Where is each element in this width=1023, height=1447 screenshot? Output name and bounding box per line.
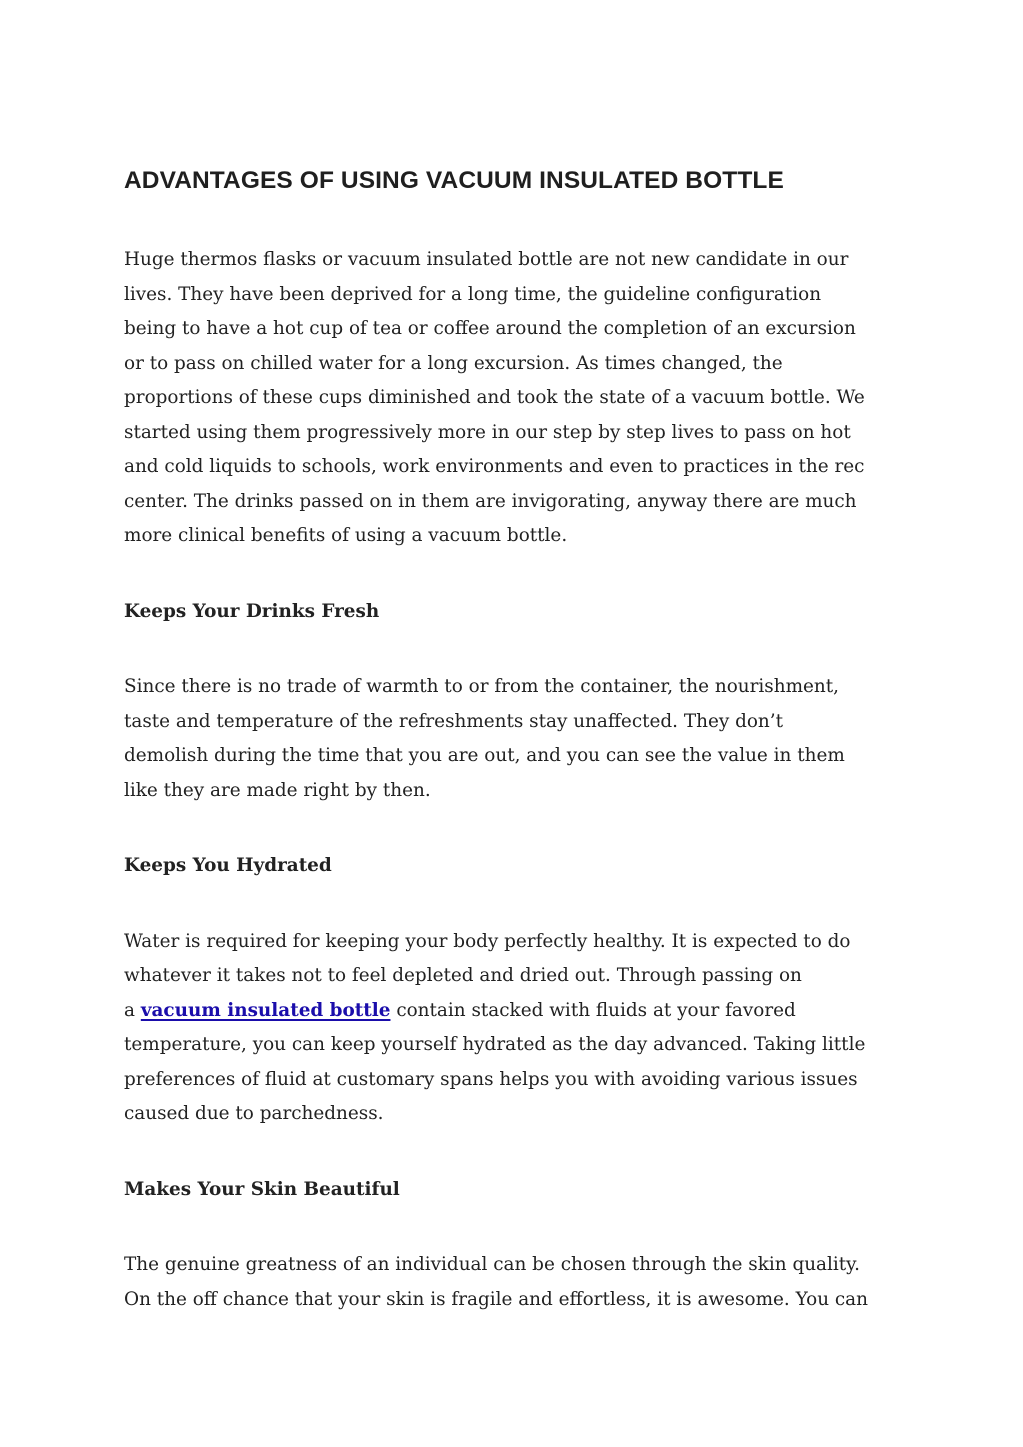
- paragraph-line: like they are made right by then.: [124, 779, 431, 801]
- paragraph-line: On the off chance that your skin is fragile and effortless, it is awesome. You can: [124, 1288, 868, 1310]
- document-title: ADVANTAGES OF USING VACUUM INSULATED BOTTLE: [124, 167, 784, 194]
- vacuum-insulated-bottle-link[interactable]: vacuum insulated bottle: [140, 999, 391, 1021]
- paragraph-line: started using them progressively more in our step by step lives to pass on hot: [124, 421, 851, 443]
- paragraph-line: whatever it takes not to feel depleted and dried out. Through passing on: [124, 965, 802, 986]
- paragraph-line: caused due to parchedness.: [124, 1103, 384, 1124]
- link-suffix: contain stacked with fluids at your favored: [390, 999, 796, 1021]
- paragraph-line: The genuine greatness of an individual can be chosen through the skin quality.: [124, 1254, 860, 1275]
- intro-paragraph: [124, 243, 914, 554]
- link-prefix: a: [124, 999, 141, 1021]
- paragraph-line: Water is required for keeping your body perfectly healthy. It is expected to do: [124, 930, 851, 952]
- paragraph-line: being to have a hot cup of tea or coffee around the completion of an excursion: [124, 318, 856, 339]
- paragraph-line: more clinical benefits of using a vacuum bottle.: [124, 525, 568, 546]
- fresh-paragraph: [124, 670, 914, 808]
- paragraph-line: demolish during the time that you are out, and you can see the value in them: [124, 745, 845, 766]
- paragraph-line: Huge thermos flasks or vacuum insulated bottle are not new candidate in our: [124, 249, 849, 270]
- paragraph-line: proportions of these cups diminished and took the state of a vacuum bottle. We: [124, 387, 865, 408]
- skin-paragraph: [124, 1248, 914, 1317]
- paragraph-line: and cold liquids to schools, work environments and even to practices in the rec: [124, 456, 865, 477]
- paragraph-line: preferences of fluid at customary spans helps you with avoiding various issues: [124, 1068, 858, 1090]
- document-content: [124, 165, 914, 1317]
- paragraph-line: temperature, you can keep yourself hydrated as the day advanced. Taking little: [124, 1034, 866, 1055]
- hydrated-paragraph: [124, 925, 914, 1132]
- paragraph-line: lives. They have been deprived for a long time, the guideline configuration: [124, 283, 822, 305]
- paragraph-line-with-link: [124, 994, 914, 1029]
- section-heading-skin: Makes Your Skin Beautiful: [124, 1178, 400, 1200]
- paragraph-line: taste and temperature of the refreshments stay unaffected. They don’t: [124, 710, 784, 732]
- paragraph-line: center. The drinks passed on in them are invigorating, anyway there are much: [124, 490, 857, 512]
- paragraph-line: or to pass on chilled water for a long excursion. As times changed, the: [124, 352, 783, 374]
- paragraph-line: Since there is no trade of warmth to or from the container, the nourishment,: [124, 676, 839, 697]
- section-heading-hydrated: Keeps You Hydrated: [124, 855, 332, 876]
- section-heading-fresh: Keeps Your Drinks Fresh: [124, 600, 380, 622]
